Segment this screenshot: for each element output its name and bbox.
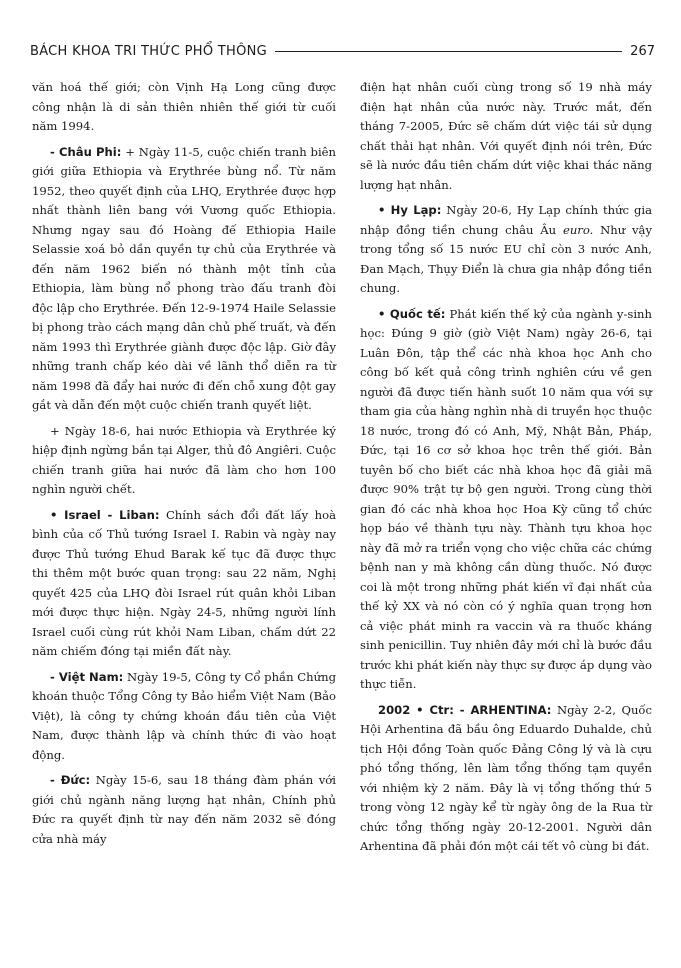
paragraph-text: Ngày 2-2, Quốc Hội Arhentina đã bầu ông Eduardo Duhalde, chủ tịch Hội đồng Toàn quốc Đảng Công lý và là cựu phó tổng thống, lên làm tổng thống tạm quyền với nhiệm kỳ 2 năm. Đây là vị tổng thống thứ 5 trong vòng 12 ngày kể từ ngày ông de la Rua từ chức tổng thống ngày 20-12-2001. Người dân Arhentina đã phải đón một cái tết vô cùng bi đát.: [360, 702, 652, 853]
paragraph-label: - Đức:: [50, 773, 91, 787]
paragraph-emphasis: euro.: [562, 222, 594, 237]
paragraph-text: + Ngày 11-5, cuộc chiến tranh biên giới giữa Ethiopia và Erythrée bùng nổ. Từ năm 1952, theo quyết định của LHQ, Erythrée được hợp nhất thành liên bang với Vương quốc Ethiopia. Nhưng ngay sau đó Hoàng đế Ethiopia Haile Selassie xoá bỏ dần quyền tự chủ của Erythrée và đến năm 1962 biến nó thành một tỉnh của Ethiopia, làm bùng nổ phong trào đấu tranh đòi độc lập cho Erythrée. Đến 12-9-1974 Haile Selassie bị phong trào cách mạng dân chủ phế truất, và đến năm 1993 thì Erythrée giành được độc lập. Giờ đây những tranh chấp kéo dài về lãnh thổ diễn ra từ năm 1998 đã đẩy hai nước đi đến chỗ xung đột gay gắt và dẫn đến một cuộc chiến tranh quyết liệt.: [32, 144, 336, 412]
paragraph-text: Chính sách đổi đất lấy hoà bình của cố Thủ tướng Israel I. Rabin và ngày nay được Thủ tướng Ehud Barak kế tục đã được thực thi thêm một bước quan trọng: sau 22 năm, Nghị quyết 425 của LHQ đòi Israel rút quân khỏi Liban mới được thực hiện. Ngày 24-5, những người lính Israel cuối cùng rút khỏi Nam Liban, chấm dứt 22 năm chiếm đóng tại miền đất này.: [32, 507, 336, 658]
paragraph-text: điện hạt nhân cuối cùng trong số 19 nhà máy điện hạt nhân của nước này. Trước mắt, đến tháng 7-2005, Đức sẽ chấm dứt việc tái sử dụng chất thải hạt nhân. Với quyết định nói trên, Đức sẽ là nước đầu tiên chấm dứt việc khai thác năng lượng hạt nhân.: [360, 80, 652, 192]
left-column: [32, 78, 336, 855]
running-header: [30, 40, 655, 62]
page-number: 267: [630, 43, 655, 59]
paragraph-label: • Israel - Liban:: [50, 507, 160, 522]
paragraph: [32, 78, 336, 137]
paragraph-text: Ngày 15-6, sau 18 tháng đàm phán với giới chủ ngành năng lượng hạt nhân, Chính phủ Đức ra quyết định từ nay đến năm 2032 sẽ đóng cửa nhà máy: [32, 773, 336, 846]
paragraph-label: 2002 • Ctr: - ARHENTINA:: [378, 702, 552, 717]
paragraph: [32, 668, 336, 766]
right-column: [360, 78, 652, 863]
paragraph: [360, 701, 652, 857]
paragraph-text: Như vậy trong tổng số 15 nước EU chỉ còn 3 nước Anh, Đan Mạch, Thụy Điển là chưa gia nhập đồng tiền chung.: [360, 222, 652, 295]
paragraph: [32, 506, 336, 662]
paragraph-label: • Quốc tế:: [378, 306, 446, 321]
paragraph-text: Phát kiến thế kỷ của ngành y-sinh học: Đúng 9 giờ (giờ Việt Nam) ngày 26-6, tại Luân Đôn, tập thể các nhà khoa học Anh cho công bố kết quả công trình nghiên cứu về gen người đã được tiến hành suốt 10 năm qua với sự tham gia của hàng nghìn nhà di truyền học thuộc 18 nước, trong đó có Anh, Mỹ, Nhật Bản, Pháp, Đức, tại 16 cơ sở khoa học trên thế giới. Bản tuyên bố cho biết các nhà khoa học đã giải mã được 90% trật tự bộ gen người. Trong cùng thời gian đó các nhà khoa học Hoa Kỳ cũng tổ chức họp báo về thành tựu này. Thành tựu khoa học này đã mở ra triển vọng cho việc chữa các chứng bệnh nan y mà không cần dùng thuốc. Nó được coi là một trong những phát kiến vĩ đại nhất của thế kỷ XX và nó còn có ý nghĩa quan trọng hơn cả việc phát minh ra vaccin và ra thuốc kháng sinh penicillin. Tuy nhiên đây mới chỉ là bước đầu trước khi phát kiến này thực sự được áp dụng vào thực tiễn.: [360, 306, 652, 691]
paragraph: [360, 78, 652, 195]
book-title: BÁCH KHOA TRI THỨC PHỔ THÔNG: [30, 43, 268, 59]
paragraph-label: - Việt Nam:: [50, 669, 124, 684]
header-rule: [275, 51, 622, 52]
paragraph-text: Ngày 19-5, Công ty Cổ phần Chứng khoán thuộc Tổng Công ty Bảo hiểm Việt Nam (Bảo Việt), là công ty chứng khoán đầu tiên của Việt Nam, được thành lập và chính thức đi vào hoạt động.: [32, 669, 336, 762]
paragraph-label: - Châu Phi:: [50, 144, 122, 159]
paragraph: [32, 771, 336, 849]
paragraph: [360, 201, 652, 299]
paragraph: [32, 422, 336, 500]
paragraph: [360, 305, 652, 695]
paragraph-text: văn hoá thế giới; còn Vịnh Hạ Long cũng được công nhận là di sản thiên nhiên thế giới từ cuối năm 1994.: [32, 80, 336, 133]
paragraph-text: Ngày 20-6, Hy Lạp chính thức gia nhập đồng tiền chung châu Âu: [360, 203, 653, 237]
paragraph: [32, 143, 336, 416]
paragraph-text: + Ngày 18-6, hai nước Ethiopia và Erythrée ký hiệp định ngừng bắn tại Alger, thủ đô Angiêri. Cuộc chiến tranh giữa hai nước đã làm cho hơn 100 nghìn người chết.: [32, 423, 336, 496]
paragraph-label: • Hy Lạp:: [378, 203, 442, 217]
